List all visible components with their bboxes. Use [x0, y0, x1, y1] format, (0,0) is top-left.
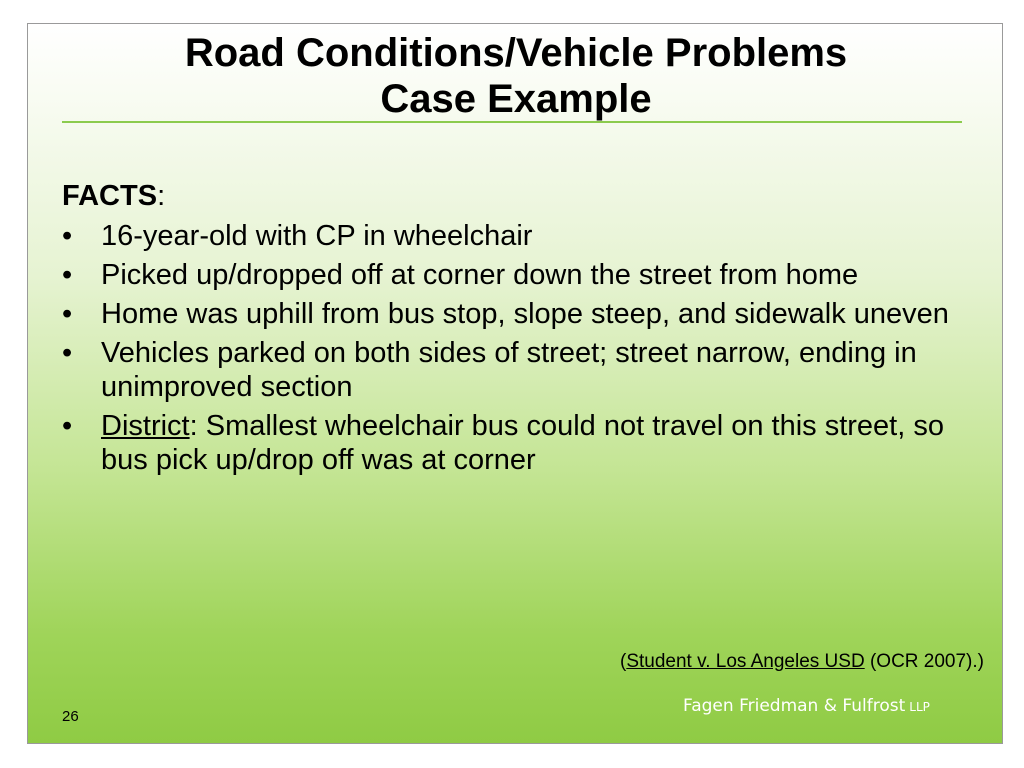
list-item: [62, 219, 972, 253]
bullet-text: Vehicles parked on both sides of street; street narrow, ending in unimproved section: [101, 337, 917, 403]
case-citation: [620, 650, 984, 674]
bullet-text: Picked up/dropped off at corner down the street from home: [101, 259, 859, 291]
firm-name: Fagen Friedman & Fulfrost: [683, 696, 906, 716]
slide: [27, 23, 1003, 744]
citation-rest: (OCR 2007).): [864, 651, 984, 672]
list-item-district: [62, 409, 972, 477]
title-divider: [62, 121, 962, 123]
bullet-text: Home was uphill from bus stop, slope steep, and sidewalk uneven: [101, 298, 949, 330]
list-item: [62, 297, 972, 331]
firm-logo: [683, 695, 930, 718]
bullet-dot: •: [62, 410, 73, 442]
list-item: [62, 336, 972, 404]
facts-colon: :: [157, 180, 166, 212]
bullet-dot: •: [62, 337, 73, 369]
district-label: District: [101, 410, 190, 442]
citation-case-name: Student v. Los Angeles USD: [626, 651, 865, 672]
facts-label: FACTS: [62, 180, 158, 212]
title-line-2: Case Example: [380, 77, 652, 121]
page-number: 26: [62, 708, 79, 725]
bullet-dot: •: [62, 298, 73, 330]
district-text: : Smallest wheelchair bus could not travel on this street, so bus pick up/drop off was at corner: [101, 410, 944, 476]
bullet-dot: •: [62, 220, 73, 252]
facts-heading: [62, 179, 972, 213]
facts-list: [62, 219, 972, 477]
slide-body: [62, 179, 972, 482]
bullet-dot: •: [62, 259, 73, 291]
firm-suffix: LLP: [909, 700, 930, 714]
bullet-text: 16-year-old with CP in wheelchair: [101, 220, 533, 252]
citation-open: (: [620, 651, 627, 672]
list-item: [62, 258, 972, 292]
title-line-1: Road Conditions/Vehicle Problems: [184, 31, 848, 75]
slide-title: [28, 30, 1003, 122]
